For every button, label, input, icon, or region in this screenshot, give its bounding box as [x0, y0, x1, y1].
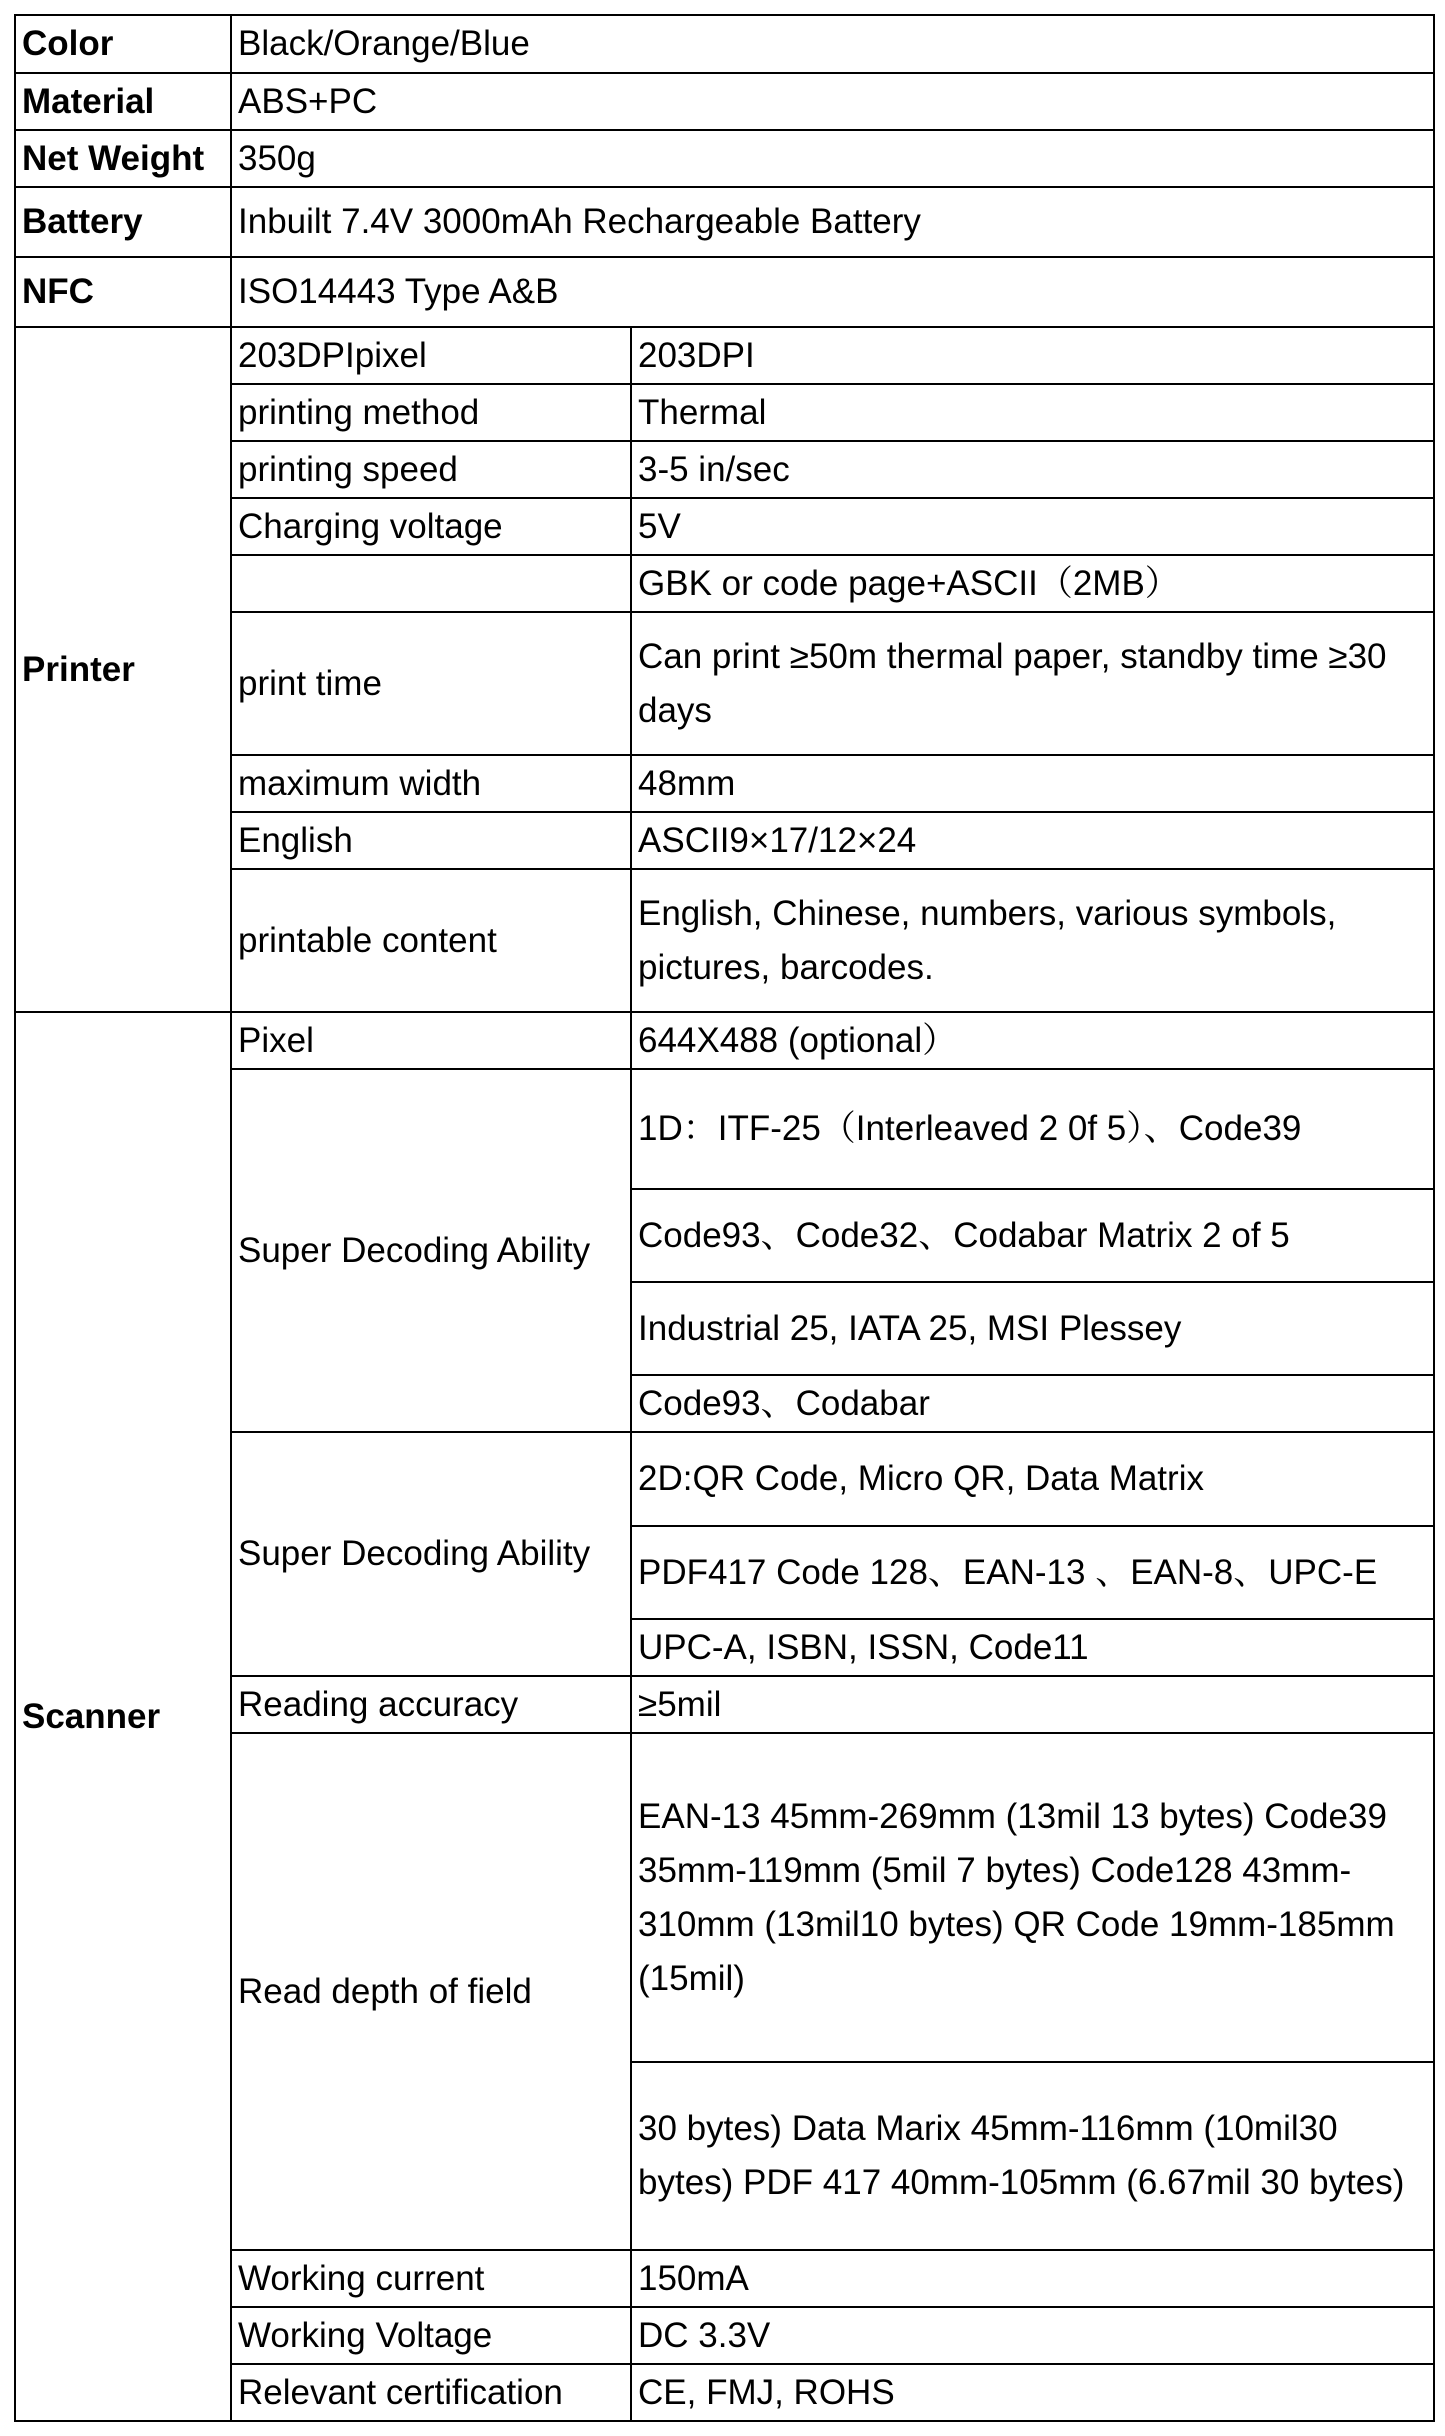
- spec-value: English, Chinese, numbers, various symbols, pictures, barcodes.: [631, 869, 1434, 1012]
- spec-name: Super Decoding Ability: [231, 1432, 631, 1676]
- spec-value: ISO14443 Type A&B: [231, 257, 1434, 327]
- spec-value: Inbuilt 7.4V 3000mAh Rechargeable Battery: [231, 187, 1434, 257]
- spec-value: GBK or code page+ASCII（2MB）: [631, 555, 1434, 612]
- spec-value: 203DPI: [631, 327, 1434, 384]
- spec-value: DC 3.3V: [631, 2307, 1434, 2364]
- spec-value: Code93、Code32、Codabar Matrix 2 of 5: [631, 1189, 1434, 1282]
- spec-name: maximum width: [231, 755, 631, 812]
- table-row: [15, 257, 1434, 327]
- spec-name: [231, 555, 631, 612]
- table-row: [15, 73, 1434, 130]
- spec-value: 30 bytes) Data Marix 45mm-116mm (10mil30 bytes) PDF 417 40mm-105mm (6.67mil 30 bytes): [631, 2062, 1434, 2250]
- spec-value: 48mm: [631, 755, 1434, 812]
- spec-value: Can print ≥50m thermal paper, standby time ≥30 days: [631, 612, 1434, 755]
- spec-value: CE, FMJ, ROHS: [631, 2364, 1434, 2421]
- spec-value: ASCII9×17/12×24: [631, 812, 1434, 869]
- spec-value: ≥5mil: [631, 1676, 1434, 1733]
- spec-value: ABS+PC: [231, 73, 1434, 130]
- spec-name: Pixel: [231, 1012, 631, 1069]
- table-row: [15, 130, 1434, 187]
- spec-label: NFC: [15, 257, 231, 327]
- spec-value: 150mA: [631, 2250, 1434, 2307]
- spec-value: 5V: [631, 498, 1434, 555]
- spec-label: Battery: [15, 187, 231, 257]
- table-row: [15, 1012, 1434, 1069]
- section-label-printer: Printer: [15, 327, 231, 1012]
- spec-name: printing method: [231, 384, 631, 441]
- section-label-scanner: Scanner: [15, 1012, 231, 2421]
- spec-name: Read depth of field: [231, 1733, 631, 2250]
- table-row: [15, 327, 1434, 384]
- spec-label: Color: [15, 15, 231, 73]
- spec-value: Code93、Codabar: [631, 1375, 1434, 1432]
- spec-value: 2D:QR Code, Micro QR, Data Matrix: [631, 1432, 1434, 1526]
- spec-value: Thermal: [631, 384, 1434, 441]
- spec-value: Industrial 25, IATA 25, MSI Plessey: [631, 1282, 1434, 1375]
- spec-name: Reading accuracy: [231, 1676, 631, 1733]
- spec-label: Material: [15, 73, 231, 130]
- spec-value: 1D：ITF-25（Interleaved 2 0f 5）、Code39: [631, 1069, 1434, 1189]
- spec-name: Relevant certification: [231, 2364, 631, 2421]
- spec-name: print time: [231, 612, 631, 755]
- spec-value: 3-5 in/sec: [631, 441, 1434, 498]
- spec-value: EAN-13 45mm-269mm (13mil 13 bytes) Code39 35mm-119mm (5mil 7 bytes) Code128 43mm-310mm (13mil10 bytes) QR Code 19mm-185mm (15mil): [631, 1733, 1434, 2062]
- spec-value: 644X488 (optional）: [631, 1012, 1434, 1069]
- spec-name: Super Decoding Ability: [231, 1069, 631, 1432]
- spec-value: PDF417 Code 128、EAN-13 、EAN-8、UPC-E: [631, 1526, 1434, 1619]
- spec-name: Charging voltage: [231, 498, 631, 555]
- spec-value: 350g: [231, 130, 1434, 187]
- spec-name: 203DPIpixel: [231, 327, 631, 384]
- table-row: [15, 15, 1434, 73]
- spec-value: UPC-A, ISBN, ISSN, Code11: [631, 1619, 1434, 1676]
- table-row: [15, 187, 1434, 257]
- spec-name: English: [231, 812, 631, 869]
- spec-name: printable content: [231, 869, 631, 1012]
- spec-name: Working current: [231, 2250, 631, 2307]
- spec-table: [14, 14, 1435, 2422]
- spec-name: printing speed: [231, 441, 631, 498]
- spec-name: Working Voltage: [231, 2307, 631, 2364]
- spec-label: Net Weight: [15, 130, 231, 187]
- spec-value: Black/Orange/Blue: [231, 15, 1434, 73]
